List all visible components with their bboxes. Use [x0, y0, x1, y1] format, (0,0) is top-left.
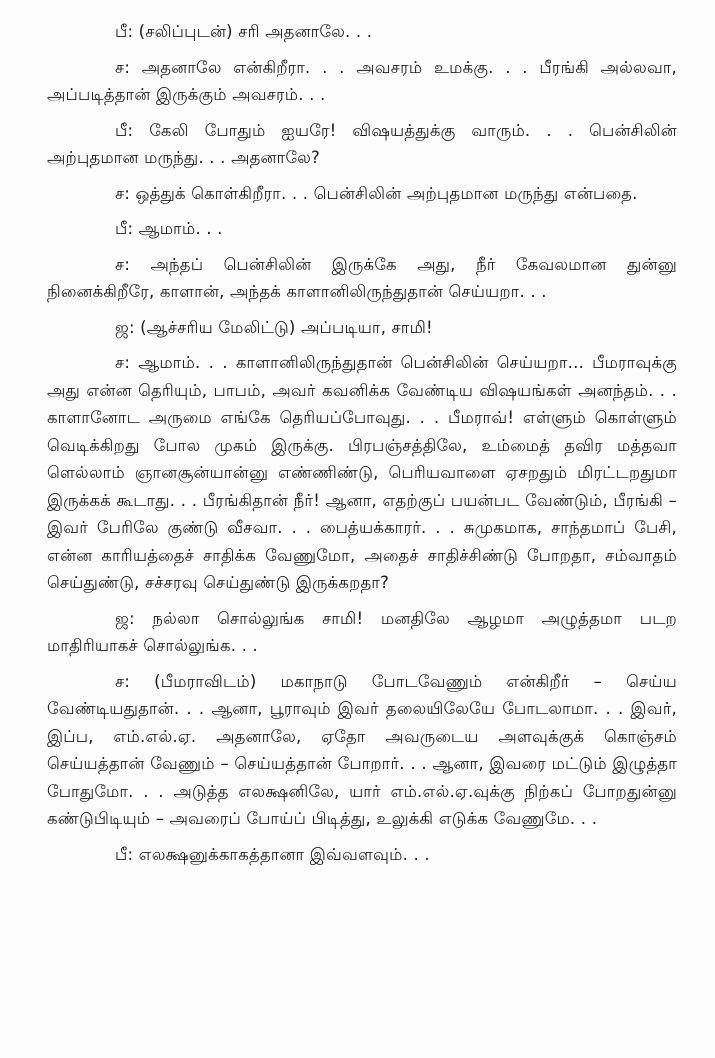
paragraph: ஜ: (ஆச்சரிய மேலிட்டு) அப்படியா, சாமி!	[115, 317, 433, 337]
paragraph: பீ: எலக்ஷனுக்காகத்தானா இவ்வளவும். . .	[115, 844, 430, 864]
paragraph: ச: அதனாலே என்கிறீரா. . . அவசரம் உமக்கு. . . பீரங்கி அல்லவா, அப்படித்தான் இருக்கும் அவசரம். . .	[47, 57, 677, 104]
paragraph: ச: (பீமராவிடம்) மகாநாடு போடவேணும் என்கிறீர் – செய்ய வேண்டியதுதான். . . ஆனா, பூராவும் இவர் தலையிலேயே போடலாமா. . . இவர், இப்ப, எம்.எல்.ஏ. அதனாலே, ஏதோ அவருடைய அளவுக்குக் கொஞ்சம் செய்யத்தான் வேணும் – செய்யத்தான் போறார். . . ஆனா, இவரை மட்டும் இழுத்தா போதுமோ. . . அடுத்த எலக்ஷனிலே, யார் எம்.எல்.ஏ.வுக்கு நிற்கப் போறதுன்னு கண்டுபிடியும் – அவரைப் போய்ப் பிடித்து, உலுக்கி எடுக்க வேணுமே. . .	[47, 671, 677, 828]
paragraph: ச: ஆமாம். . . காளானிலிருந்துதான் பென்சிலின் செய்யறா... பீமராவுக்கு அது என்ன தெரியும், பாபம், அவர் கவனிக்க வேண்டிய விஷயங்கள் அனந்தம். . . காளானோட அருமை எங்கே தெரியப்போவுது. . . பீமராவ்! எள்ளும் கொள்ளும் வெடிக்கிறது போல முகம் இருக்கு. பிரபஞ்சத்திலே, உம்மைத் தவிர மத்தவா ளெல்லாம் ஞானசூன்யான்னு எண்ணிண்டு, பெரியவாளை ஏசறதும் மிரட்டறதுமா இருக்கக் கூடாது. . . பீரங்கிதான் நீர்! ஆனா, எதற்குப் பயன்பட வேண்டும், பீரங்கி – இவர் பேரிலே குண்டு வீசவா. . . பைத்யக்காரர். . . சுமுகமாக, சாந்தமாப் பேசி, என்ன காரியத்தைச் சாதிக்க வேணுமோ, அதைச் சாதிச்சிண்டு போறதா, சம்வாதம் செய்துண்டு, சச்சரவு செய்துண்டு இருக்கறதா?	[47, 353, 677, 592]
paragraph: ஜ: நல்லா சொல்லுங்க சாமி! மனதிலே ஆழமா அழுத்தமா படற மாதிரியாகச் சொல்லுங்க. . .	[47, 608, 677, 655]
paragraph: பீ: ஆமாம். . .	[115, 219, 223, 238]
paragraph: பீ: (சலிப்புடன்) சரி அதனாலே. . .	[115, 22, 373, 41]
paragraph: ச: அந்தப் பென்சிலின் இருக்கே அது, நீர் கேவலமான துன்னு நினைக்கிறீரே, காளான், அந்தக் காளானிலிருந்துதான் செய்யறா. . .	[47, 254, 677, 301]
paragraph: பீ: கேலி போதும் ஐயரே! விஷயத்துக்கு வாரும். . . பென்சிலின் அற்புதமான மருந்து. . . அதனாலே?	[47, 120, 677, 167]
paragraph: ச: ஒத்துக் கொள்கிறீரா. . . பென்சிலின் அற்புதமான மருந்து என்பதை.	[115, 183, 638, 203]
dialogue-text	[47, 18, 677, 876]
